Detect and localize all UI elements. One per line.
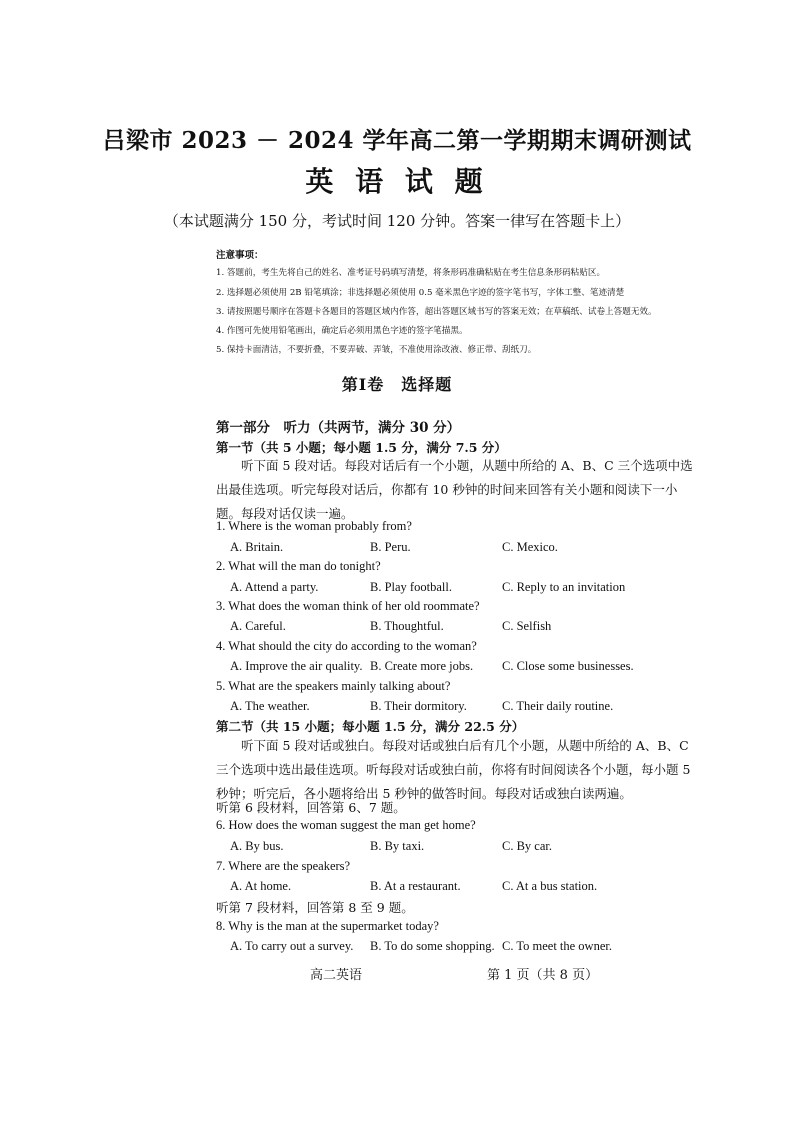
q8-option-c: C. To meet the owner.: [502, 939, 612, 953]
part1-title: 第一部分 听力（共两节，满分 30 分）: [216, 420, 461, 436]
q3-option-b: B. Thoughtful.: [370, 619, 444, 633]
sec2-instruction: 听下面 5 段对话或独白。每段对话或独白后有几个小题，从题中所给的 A、B、C 三个选项中选出最佳选项。听每段对话或独白前，你将有时间阅读各个小题，每小题 5 秒钟；听完后，各小题将给出 5 秒钟的做答时间。每段对话或独白读两遍。: [216, 738, 691, 801]
note-item: 4. 作图可先使用铅笔画出，确定后必须用黑色字迹的签字笔描黑。: [216, 326, 468, 336]
note-item: 1. 答题前，考生先将自己的姓名、准考证号码填写清楚，将条形码准确粘贴在考生信息条形码粘贴区。: [216, 268, 606, 278]
q3-option-a: A. Careful.: [230, 619, 286, 633]
q5-option-b: B. Their dormitory.: [370, 699, 467, 713]
question-4: 4. What should the city do according to the woman?: [216, 639, 477, 653]
subject-title: 英 语 试 题: [305, 165, 489, 198]
q4-option-a: A. Improve the air quality.: [230, 659, 363, 673]
sec2-title: 第二节（共 15 小题；每小题 1.5 分，满分 22.5 分）: [216, 719, 525, 734]
question-1: 1. Where is the woman probably from?: [216, 519, 412, 533]
note-item: 3. 请按照题号顺序在答题卡各题目的答题区域内作答，超出答题区域书写的答案无效；在草稿纸、试卷上答题无效。: [216, 307, 657, 317]
material-cue-6: 听第 6 段材料，回答第 6、7 题。: [216, 800, 406, 815]
q2-option-c: C. Reply to an invitation: [502, 580, 626, 594]
note-item: 5. 保持卡面清洁，不要折叠，不要弄破、弄皱，不准使用涂改液、修正带、刮纸刀。: [216, 345, 537, 355]
footer-page-number: 第 1 页（共 8 页）: [487, 968, 599, 983]
question-7: 7. Where are the speakers?: [216, 859, 351, 873]
question-2: 2. What will the man do tonight?: [216, 559, 381, 573]
q3-option-c: C. Selfish: [502, 619, 552, 633]
q2-option-a: A. Attend a party.: [230, 580, 319, 594]
question-3: 3. What does the woman think of her old roommate?: [216, 599, 480, 613]
notes-heading: 注意事项：: [216, 250, 264, 261]
q1-option-a: A. Britain.: [230, 540, 284, 554]
material-cue-7: 听第 7 段材料，回答第 8 至 9 题。: [216, 900, 414, 915]
note-item: 2. 选择题必须使用 2B 铅笔填涂；非选择题必须使用 0.5 毫米黑色字迹的签字笔书写，字体工整、笔迹清楚: [216, 288, 625, 298]
exam-title: 吕梁市 2023 － 2024 学年高二第一学期期末调研测试: [102, 127, 692, 154]
q5-option-a: A. The weather.: [230, 699, 310, 713]
q4-option-b: B. Create more jobs.: [370, 659, 474, 673]
q2-option-b: B. Play football.: [370, 580, 452, 594]
q8-option-b: B. To do some shopping.: [370, 939, 495, 953]
q7-option-b: B. At a restaurant.: [370, 879, 461, 893]
section-heading: 第Ⅰ卷 选择题: [341, 375, 453, 394]
q6-option-b: B. By taxi.: [370, 839, 425, 853]
q7-option-c: C. At a bus station.: [502, 879, 598, 893]
q5-option-c: C. Their daily routine.: [502, 699, 614, 713]
question-8: 8. Why is the man at the supermarket today?: [216, 919, 439, 933]
footer-subject: 高二英语: [310, 968, 363, 983]
q1-option-c: C. Mexico.: [502, 540, 558, 554]
q1-option-b: B. Peru.: [370, 540, 411, 554]
q6-option-c: C. By car.: [502, 839, 552, 853]
sec1-instruction: 听下面 5 段对话。每段对话后有一个小题，从题中所给的 A、B、C 三个选项中选出最佳选项。听完每段对话后，你都有 10 秒钟的时间来回答有关小题和阅读下一小题。每段对话仅读一遍。: [216, 458, 693, 521]
q4-option-c: C. Close some businesses.: [502, 659, 634, 673]
sec1-title: 第一节（共 5 小题；每小题 1.5 分，满分 7.5 分）: [216, 440, 507, 455]
question-6: 6. How does the woman suggest the man get home?: [216, 818, 476, 832]
q8-option-a: A. To carry out a survey.: [230, 939, 354, 953]
exam-info: （本试题满分 150 分，考试时间 120 分钟。答案一律写在答题卡上）: [163, 212, 631, 230]
q7-option-a: A. At home.: [230, 879, 292, 893]
q6-option-a: A. By bus.: [230, 839, 284, 853]
question-5: 5. What are the speakers mainly talking about?: [216, 679, 451, 693]
